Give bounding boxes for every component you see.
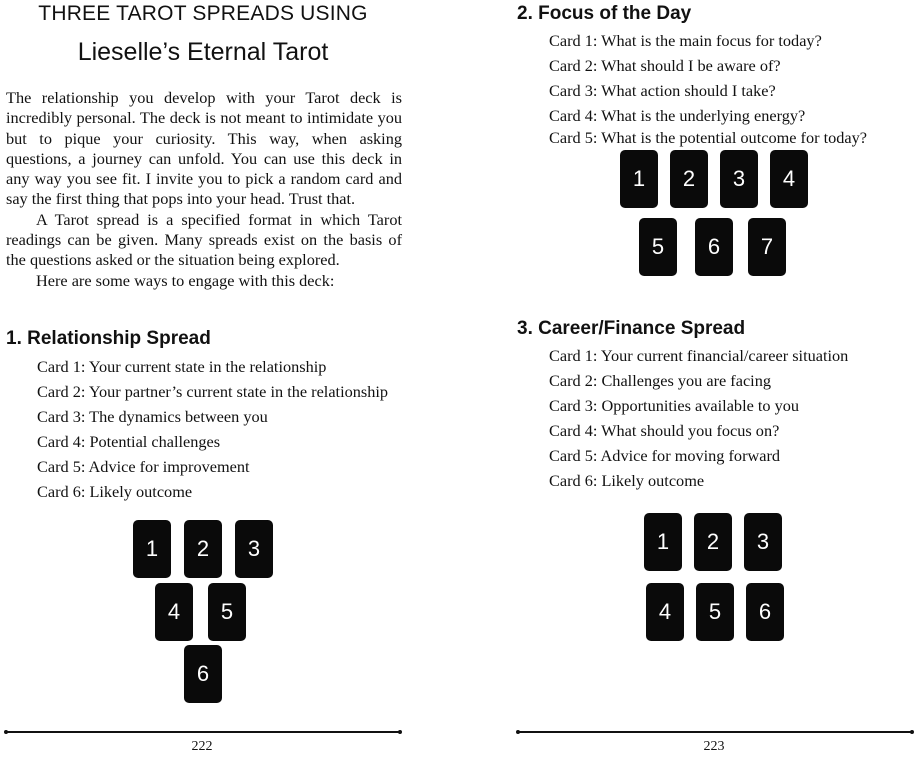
footer-rule: [6, 731, 400, 733]
focus-card-list: [549, 28, 867, 150]
page-number: 223: [703, 739, 725, 754]
left-page: [0, 0, 408, 757]
list-item: Card 1: Your current state in the relationship: [37, 357, 327, 376]
tarot-card: 6: [184, 645, 222, 703]
list-item: Card 5: Advice for moving forward: [549, 446, 781, 465]
right-page: [512, 0, 916, 757]
tarot-card: 5: [696, 583, 734, 641]
intro-paragraph-3: Here are some ways to engage with this deck:: [36, 270, 335, 290]
tarot-card: 3: [744, 513, 782, 571]
footer-rule: [518, 731, 912, 733]
relationship-card-list: [37, 354, 388, 504]
tarot-card: 3: [235, 520, 273, 578]
intro-paragraph-2: A Tarot spread is a specified format in which Tarot readings can be given. Many spreads exist on the basis of the questions asked or the situation being explored.: [6, 209, 402, 270]
list-item: Card 1: What is the main focus for today?: [549, 31, 822, 50]
tarot-card: 2: [184, 520, 222, 578]
focus-spread-heading: 2. Focus of the Day: [517, 3, 692, 24]
list-item: Card 4: What should you focus on?: [549, 421, 780, 440]
list-item: Card 1: Your current financial/career situation: [549, 346, 849, 365]
list-item: Card 3: What action should I take?: [549, 81, 776, 100]
intro-paragraph-1: The relationship you develop with your Tarot deck is incredibly personal. The deck is not meant to intimidate you but to pique your curiosity. This way, when asking questions, a journey can unfold. You can use this deck in any way you see fit. I invite you to pick a random card and say the first thing that pops into your head. Trust that.: [6, 88, 402, 209]
list-item: Card 3: Opportunities available to you: [549, 396, 800, 415]
tarot-card: 2: [670, 150, 708, 208]
tarot-card: 4: [646, 583, 684, 641]
tarot-card: 5: [639, 218, 677, 276]
list-item: Card 2: What should I be aware of?: [549, 56, 781, 75]
tarot-card: 1: [133, 520, 171, 578]
tarot-card: 1: [644, 513, 682, 571]
list-item: Card 3: The dynamics between you: [37, 407, 268, 426]
tarot-card: 5: [208, 583, 246, 641]
tarot-card: 4: [155, 583, 193, 641]
list-item: Card 2: Your partner’s current state in the relationship: [37, 382, 389, 401]
list-item: Card 4: Potential challenges: [37, 432, 221, 451]
career-spread-heading: 3. Career/Finance Spread: [517, 318, 746, 339]
list-item: Card 4: What is the underlying energy?: [549, 106, 806, 125]
list-item: Card 6: Likely outcome: [549, 471, 705, 490]
title-line-2: Lieselle’s Eternal Tarot: [77, 38, 329, 66]
page-number: 222: [191, 739, 213, 754]
tarot-card: 1: [620, 150, 658, 208]
list-item: Card 6: Likely outcome: [37, 482, 193, 501]
tarot-card: 4: [770, 150, 808, 208]
relationship-spread-heading: 1. Relationship Spread: [6, 328, 211, 349]
list-item: Card 5: Advice for improvement: [37, 457, 250, 476]
list-item: Card 2: Challenges you are facing: [549, 371, 771, 390]
tarot-card: 6: [695, 218, 733, 276]
list-item: Card 5: What is the potential outcome for today?: [549, 128, 868, 147]
tarot-card: 2: [694, 513, 732, 571]
tarot-card: 7: [748, 218, 786, 276]
title-line-1: THREE TAROT SPREADS USING: [38, 2, 368, 25]
career-card-list: [549, 343, 848, 493]
intro-text: [6, 88, 402, 291]
tarot-card: 3: [720, 150, 758, 208]
tarot-card: 6: [746, 583, 784, 641]
